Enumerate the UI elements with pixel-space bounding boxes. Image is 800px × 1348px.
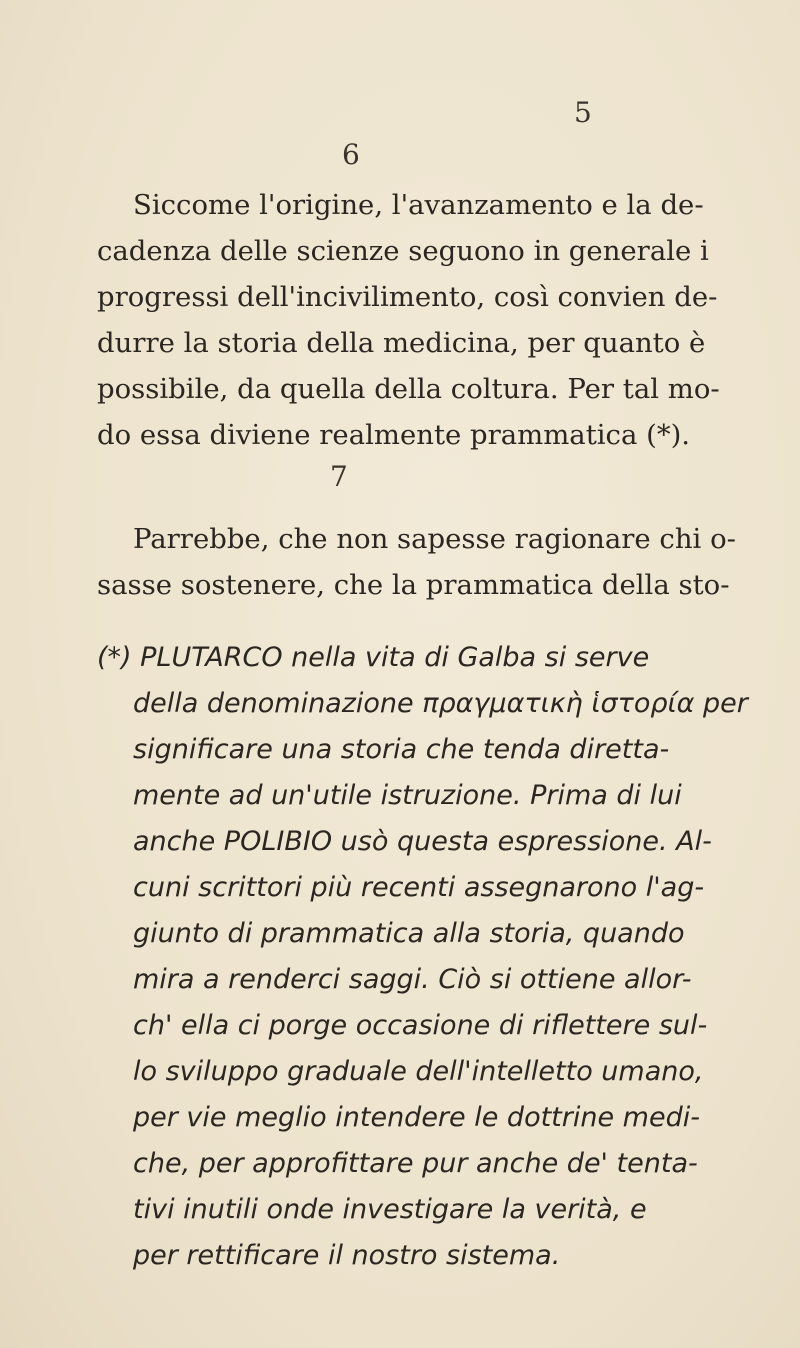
footnote-line: mira a renderci saggi. Ciò si ottiene allor-	[133, 964, 692, 995]
footnote-line: mente ad un'utile istruzione. Prima di lui	[133, 780, 682, 811]
footnote-line: (*) PLUTARCO nella vita di Galba si serve	[97, 642, 650, 673]
paragraph-1	[97, 182, 720, 458]
footnote-line: giunto di prammatica alla storia, quando	[133, 918, 685, 949]
footnote-line: della denominazione πραγματικὴ ἱστορία per	[133, 688, 748, 719]
paragraph-line: cadenza delle scienze seguono in generale i	[97, 235, 709, 267]
footnote	[97, 635, 748, 1279]
section-number: 7	[330, 460, 348, 493]
paragraph-line: possibile, da quella della coltura. Per tal mo-	[97, 373, 720, 405]
footnote-line: per rettificare il nostro sistema.	[133, 1240, 561, 1271]
footnote-line: ch' ella ci porge occasione di riflettere sul-	[133, 1010, 708, 1041]
footnote-line: per vie meglio intendere le dottrine medi-	[133, 1102, 700, 1133]
footnote-line: cuni scrittori più recenti assegnarono l'ag-	[133, 872, 705, 903]
paragraph-line: durre la storia della medicina, per quanto è	[97, 327, 706, 359]
paragraph-line: progressi dell'incivilimento, così convien de-	[97, 281, 718, 313]
paragraph-line: Siccome l'origine, l'avanzamento e la de-	[133, 189, 704, 221]
footnote-line: lo sviluppo graduale dell'intelletto umano,	[133, 1056, 704, 1087]
paragraph-line: do essa diviene realmente prammatica (*).	[97, 419, 691, 451]
paragraph-2	[97, 516, 736, 608]
footnote-line: significare una storia che tenda diretta-	[133, 734, 670, 765]
paragraph-line: Parrebbe, che non sapesse ragionare chi o-	[133, 523, 736, 555]
paragraph-line: sasse sostenere, che la prammatica della sto-	[97, 569, 730, 601]
footnote-line: che, per approfittare pur anche de' tenta-	[133, 1148, 698, 1179]
footnote-line: tivi inutili onde investigare la verità, e	[133, 1194, 647, 1225]
footnote-line: anche POLIBIO usò questa espressione. Al-	[133, 826, 712, 857]
page-number-top-right: 5	[574, 96, 592, 129]
page-number: 6	[342, 138, 360, 171]
